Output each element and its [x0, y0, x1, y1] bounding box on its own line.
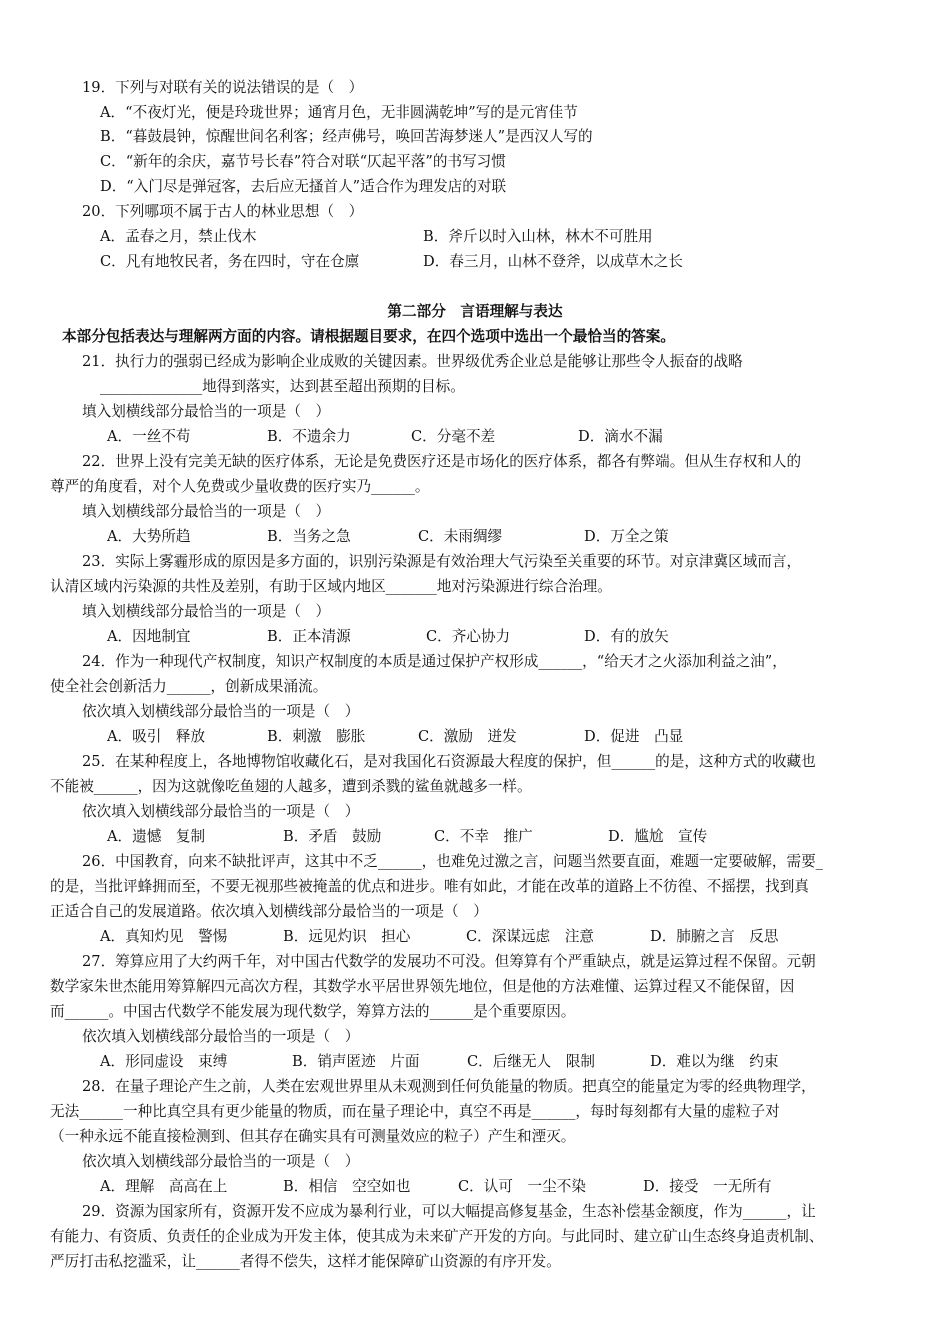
q27-option-d: D．难以为继 约束 — [650, 1053, 779, 1070]
q22-option-c: C．未雨绸缪 — [418, 528, 503, 545]
q24-prompt: 依次填入划横线部分最恰当的一项是（ ） — [82, 703, 360, 720]
q28-line-3: （一种永远不能直接检测到、但其存在确实具有可测量效应的粒子）产生和湮灭。 — [50, 1128, 576, 1145]
part2-instruction: 本部分包括表达与理解两方面的内容。请根据题目要求，在四个选项中选出一个最恰当的答案。 — [62, 328, 675, 345]
q26-line-3: 正适合自己的发展道路。依次填入划横线部分最恰当的一项是（ ） — [50, 903, 488, 920]
q27-option-a: A．形同虚设 束缚 — [100, 1053, 228, 1070]
q26-option-b: B．远见灼识 担心 — [283, 928, 411, 945]
q23-option-d: D．有的放矢 — [584, 628, 669, 645]
q24-line-1: 24．作为一种现代产权制度，知识产权制度的本质是通过保护产权形成______，“给天才之火添加利益之油”， — [82, 653, 787, 670]
q19-stem: 19．下列与对联有关的说法错误的是（ ） — [82, 79, 364, 96]
q22-option-a: A．大势所趋 — [107, 528, 191, 545]
q29-line-2: 有能力、有资质、负责任的企业成为开发主体，使其成为未来矿产开发的方向。与此同时、建立矿山生态终身追责机制、 — [50, 1228, 824, 1245]
q23-option-a: A．因地制宜 — [107, 628, 191, 645]
q19-option-b: B．“暮鼓晨钟，惊醒世间名利客；经声佛号，唤回苦海梦迷人”是西汉人写的 — [100, 128, 593, 145]
q20-option-c: C．凡有地牧民者，务在四时，守在仓廪 — [100, 253, 360, 270]
q28-prompt: 依次填入划横线部分最恰当的一项是（ ） — [82, 1153, 360, 1170]
q22-prompt: 填入划横线部分最恰当的一项是（ ） — [82, 503, 331, 520]
q28-option-a: A．理解 高高在上 — [100, 1178, 228, 1195]
q27-line-3: 而______。中国古代数学不能发展为现代数学，筹算方法的______是个重要原因。 — [50, 1003, 576, 1020]
q19-option-a: A．“不夜灯光，便是玲珑世界；通宵月色，无非圆满乾坤”写的是元宵佳节 — [100, 104, 578, 121]
q25-option-b: B．矛盾 鼓励 — [283, 828, 382, 845]
q26-line-1: 26．中国教育，向来不缺批评声，这其中不乏______，也难免过激之言，问题当然要直面，难题一定要破解，需要_ — [82, 853, 823, 870]
q27-prompt: 依次填入划横线部分最恰当的一项是（ ） — [82, 1028, 360, 1045]
q28-option-c: C．认可 一尘不染 — [458, 1178, 586, 1195]
q20-option-b: B．斧斤以时入山林，林木不可胜用 — [423, 228, 653, 245]
q28-option-d: D．接受 一无所有 — [643, 1178, 772, 1195]
q25-prompt: 依次填入划横线部分最恰当的一项是（ ） — [82, 803, 360, 820]
q21-option-d: D．滴水不漏 — [578, 428, 663, 445]
q26-line-2: 的是，当批评蜂拥而至，不要无视那些被掩盖的优点和进步。唯有如此，才能在改革的道路上不彷徨、不摇摆，找到真 — [50, 878, 809, 895]
q23-option-c: C．齐心协力 — [426, 628, 511, 645]
q21-line-1: 21．执行力的强弱已经成为影响企业成败的关键因素。世界级优秀企业总是能够让那些令人振奋的战略 — [82, 353, 743, 370]
q23-option-b: B．正本清源 — [267, 628, 351, 645]
q21-line-2: ______________地得到落实，达到甚至超出预期的目标。 — [100, 378, 465, 395]
q26-option-a: A．真知灼见 警惕 — [100, 928, 228, 945]
q27-line-1: 27．筹算应用了大约两千年，对中国古代数学的发展功不可没。但筹算有个严重缺点，就是运算过程不保留。元朝 — [82, 953, 816, 970]
q24-option-b: B．刺激 膨胀 — [267, 728, 366, 745]
q29-line-3: 严厉打击私挖滥采，让______者得不偿失，这样才能保障矿山资源的有序开发。 — [50, 1253, 561, 1270]
q22-line-1: 22．世界上没有完美无缺的医疗体系，无论是免费医疗还是市场化的医疗体系，都各有弊端。但从生存权和人的 — [82, 453, 802, 470]
q26-option-c: C．深谋远虑 注意 — [466, 928, 594, 945]
q28-line-1: 28．在量子理论产生之前，人类在宏观世界里从未观测到任何负能量的物质。把真空的能量定为零的经典物理学， — [82, 1078, 816, 1095]
q21-prompt: 填入划横线部分最恰当的一项是（ ） — [82, 403, 331, 420]
q25-option-c: C．不幸 推广 — [434, 828, 533, 845]
q24-option-a: A．吸引 释放 — [107, 728, 206, 745]
q25-option-a: A．遗憾 复制 — [107, 828, 206, 845]
q24-option-d: D．促进 凸显 — [584, 728, 684, 745]
q21-option-b: B．不遗余力 — [267, 428, 351, 445]
part2-title: 第二部分 言语理解与表达 — [387, 303, 563, 320]
q22-option-d: D．万全之策 — [584, 528, 669, 545]
q28-line-2: 无法______一种比真空具有更少能量的物质，而在量子理论中，真空不再是______，每时每刻都有大量的虚粒子对 — [50, 1103, 780, 1120]
q26-option-d: D．肺腑之言 反思 — [650, 928, 779, 945]
q24-line-2: 使全社会创新活力______，创新成果涌流。 — [50, 678, 328, 695]
q25-option-d: D．尴尬 宣传 — [608, 828, 708, 845]
q22-line-2: 尊严的角度看，对个人免费或少量收费的医疗实乃______。 — [50, 478, 430, 495]
q23-prompt: 填入划横线部分最恰当的一项是（ ） — [82, 603, 331, 620]
q28-option-b: B．相信 空空如也 — [283, 1178, 411, 1195]
q21-option-a: A．一丝不苟 — [107, 428, 191, 445]
q20-stem: 20．下列哪项不属于古人的林业思想（ ） — [82, 203, 364, 220]
q27-option-b: B．销声匿迹 片面 — [292, 1053, 420, 1070]
q22-option-b: B．当务之急 — [267, 528, 351, 545]
q20-option-d: D．春三月，山林不登斧，以成草木之长 — [423, 253, 683, 270]
q25-line-2: 不能被______，因为这就像吃鱼翅的人越多，遭到杀戮的鲨鱼就越多一样。 — [50, 778, 532, 795]
q25-line-1: 25．在某种程度上，各地博物馆收藏化石，是对我国化石资源最大程度的保护，但______的是，这种方式的收藏也 — [82, 753, 816, 770]
q20-option-a: A．孟春之月，禁止伐木 — [100, 228, 257, 245]
q21-option-c: C．分毫不差 — [411, 428, 496, 445]
q23-line-2: 认清区域内污染源的共性及差别，有助于区域内地区_______地对污染源进行综合治理。 — [50, 578, 612, 595]
q29-line-1: 29．资源为国家所有，资源开发不应成为暴利行业，可以大幅提高修复基金，生态补偿基金额度，作为______，让 — [82, 1203, 816, 1220]
q23-line-1: 23．实际上雾霾形成的原因是多方面的，识别污染源是有效治理大气污染至关重要的环节。对京津冀区域而言， — [82, 553, 802, 570]
q24-option-c: C．激励 迸发 — [418, 728, 517, 745]
q27-line-2: 数学家朱世杰能用筹算解四元高次方程，其数学水平居世界领先地位，但是他的方法难懂、运算过程又不能保留，因 — [50, 978, 795, 995]
q27-option-c: C．后继无人 限制 — [467, 1053, 595, 1070]
q19-option-d: D．“入门尽是弹冠客，去后应无搔首人”适合作为理发店的对联 — [100, 178, 507, 195]
q19-option-c: C．“新年的余庆，嘉节号长春”符合对联“仄起平落”的书写习惯 — [100, 153, 506, 170]
